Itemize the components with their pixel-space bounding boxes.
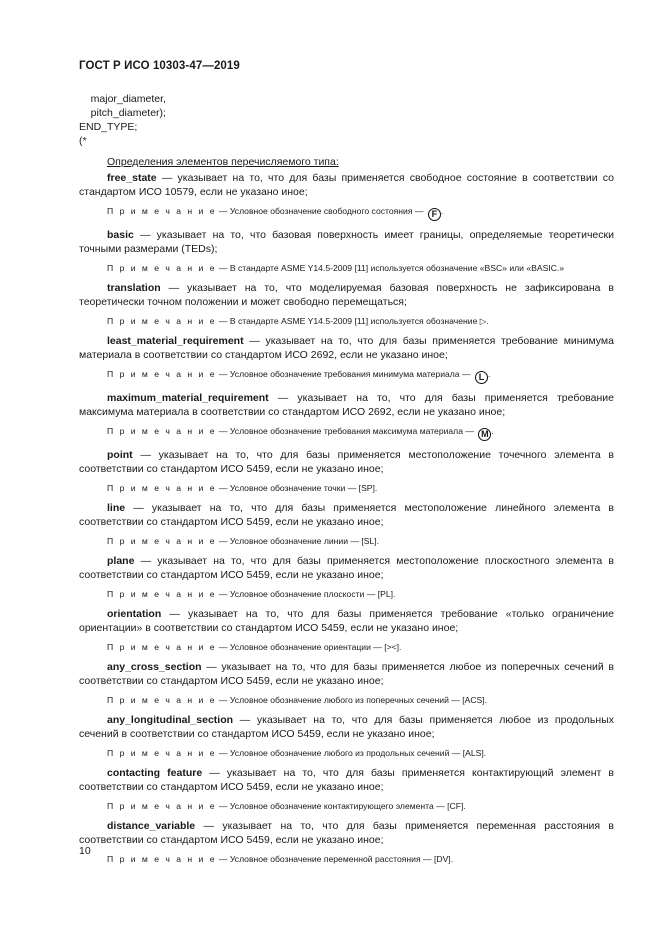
note-label: П р и м е ч а н и е <box>107 589 217 599</box>
definition-item <box>79 391 614 419</box>
code-line: END_TYPE; <box>79 121 138 133</box>
note-label: П р и м е ч а н и е <box>107 536 217 546</box>
note-label: П р и м е ч а н и е <box>107 748 217 758</box>
document-header: ГОСТ Р ИСО 10303-47—2019 <box>79 60 240 72</box>
note <box>79 205 614 221</box>
code-line: pitch_diameter); <box>79 107 166 119</box>
definition-item <box>79 660 614 688</box>
definition-text: — указывает на то, что моделируемая базовая поверхность не зафиксирована в теоретически точном положении и может свободно перемещаться; <box>79 282 614 308</box>
definition-text: — указывает на то, что для базы применяется любое из продольных сечений в соответствии со стандартом ИСО 5459, если не указано иное; <box>79 714 614 740</box>
note-label: П р и м е ч а н и е <box>107 695 217 705</box>
page-number: 10 <box>79 845 91 857</box>
definition-text: — указывает на то, что для базы применяется местоположение точечного элемента в соответствии со стандартом ИСО 5459, если не указано иное; <box>79 449 614 475</box>
definition-text: — указывает на то, что для базы применяется требование «только ограничение ориентации» в соответствии со стандартом ИСО 5459, если не указано иное; <box>79 608 614 634</box>
definition-text: — указывает на то, что для базы применяется переменная расстояния в соответствии со стандартом ИСО 5459, если не указано иное; <box>79 820 614 846</box>
note <box>79 641 614 653</box>
definition-term: line <box>107 502 126 514</box>
note <box>79 425 614 441</box>
definition-item <box>79 228 614 256</box>
note <box>79 535 614 547</box>
definition-text: — указывает на то, что для базы применяется требование максимума материала в соответствии со стандартом ИСО 2692, если не указано иное; <box>79 392 614 418</box>
definition-item <box>79 554 614 582</box>
note-end: . <box>487 369 491 379</box>
definition-term: distance_variable <box>107 820 196 832</box>
definition-item <box>79 171 614 199</box>
definition-text: — указывает на то, что для базы применяется контактирующий элемент в соответствии со стандартом ИСО 5459, если не указано иное; <box>79 767 614 793</box>
note-label: П р и м е ч а н и е <box>107 483 217 493</box>
note-label: П р и м е ч а н и е <box>107 206 217 216</box>
note-text: — Условное обозначение плоскости — [PL]. <box>216 589 396 599</box>
code-line: (* <box>79 135 87 147</box>
note-text: — В стандарте ASME Y14.5-2009 [11] используется обозначение «BSC» или «BASIC.» <box>216 263 565 273</box>
note-label: П р и м е ч а н и е <box>107 369 217 379</box>
note-text: — Условное обозначение любого из продольных сечений — [ALS]. <box>216 748 487 758</box>
definition-text: — указывает на то, что для базы применяется любое из поперечных сечений в соответствии со стандартом ИСО 5459, если не указано иное; <box>79 661 614 687</box>
definition-term: maximum_material_requirement <box>107 392 269 404</box>
definition-item <box>79 334 614 362</box>
definition-term: orientation <box>107 608 162 620</box>
note-text: — Условное обозначение требования минимума материала — <box>216 369 473 379</box>
definition-item <box>79 819 614 847</box>
note-text: — Условное обозначение линии — [SL]. <box>216 536 380 546</box>
note-label: П р и м е ч а н и е <box>107 263 217 273</box>
note <box>79 588 614 600</box>
note <box>79 262 614 274</box>
note-label: П р и м е ч а н и е <box>107 642 217 652</box>
definition-item <box>79 281 614 309</box>
maximum-material-symbol-icon: M <box>478 428 491 441</box>
note-label: П р и м е ч а н и е <box>107 801 217 811</box>
definition-term: any_longitudinal_section <box>107 714 234 726</box>
definition-item <box>79 448 614 476</box>
note-end: . <box>440 206 444 216</box>
note-label: П р и м е ч а н и е <box>107 316 217 326</box>
note <box>79 482 614 494</box>
note-label: П р и м е ч а н и е <box>107 854 217 864</box>
note-label: П р и м е ч а н и е <box>107 426 217 436</box>
note <box>79 315 614 327</box>
definition-term: basic <box>107 229 134 241</box>
note-text: — Условное обозначение требования максимума материала — <box>216 426 477 436</box>
note <box>79 368 614 384</box>
definition-text: — указывает на то, что базовая поверхность имеет границы, определяемые теоретически точными размерами (TEDs); <box>79 229 614 255</box>
definition-item <box>79 713 614 741</box>
note <box>79 694 614 706</box>
definition-term: free_state <box>107 172 157 184</box>
code-block <box>79 92 166 148</box>
note-end: . <box>491 426 494 436</box>
least-material-symbol-icon: L <box>475 371 488 384</box>
definition-term: plane <box>107 555 135 567</box>
definition-term: contacting feature <box>107 767 203 779</box>
note <box>79 747 614 759</box>
free-state-symbol-icon: F <box>428 208 441 221</box>
definition-text: — указывает на то, что для базы применяется местоположение плоскостного элемента в соответствии со стандартом ИСО 5459, если не указано иное; <box>79 555 614 581</box>
code-line: major_diameter, <box>79 93 166 105</box>
note-text: — Условное обозначение любого из поперечных сечений — [ACS]. <box>216 695 488 705</box>
definition-term: translation <box>107 282 161 294</box>
note-text: — Условное обозначение свободного состояния — <box>216 206 426 216</box>
definition-text: — указывает на то, что для базы применяется требование минимума материала в соответствии со стандартом ИСО 2692, если не указано иное; <box>79 335 614 361</box>
definitions-list <box>79 155 614 872</box>
note-text: — Условное обозначение ориентации — [><]. <box>216 642 402 652</box>
definition-term: point <box>107 449 133 461</box>
note <box>79 800 614 812</box>
definition-text: — указывает на то, что для базы применяется свободное состояние в соответствии со стандартом ИСО 10579, если не указано иное; <box>79 172 614 198</box>
definition-text: — указывает на то, что для базы применяется местоположение линейного элемента в соответствии со стандартом ИСО 5459, если не указано иное; <box>79 502 614 528</box>
definitions-intro: Определения элементов перечисляемого типа: <box>107 156 339 168</box>
definition-item <box>79 607 614 635</box>
note-text: — Условное обозначение переменной расстояния — [DV]. <box>216 854 454 864</box>
note-text: — В стандарте ASME Y14.5-2009 [11] используется обозначение ▷. <box>216 316 489 326</box>
note <box>79 853 614 865</box>
note-text: — Условное обозначение точки — [SP]. <box>216 483 378 493</box>
note-text: — Условное обозначение контактирующего элемента — [CF]. <box>216 801 466 811</box>
definition-term: least_material_requirement <box>107 335 244 347</box>
definition-item <box>79 501 614 529</box>
definition-term: any_cross_section <box>107 661 202 673</box>
definition-item <box>79 766 614 794</box>
